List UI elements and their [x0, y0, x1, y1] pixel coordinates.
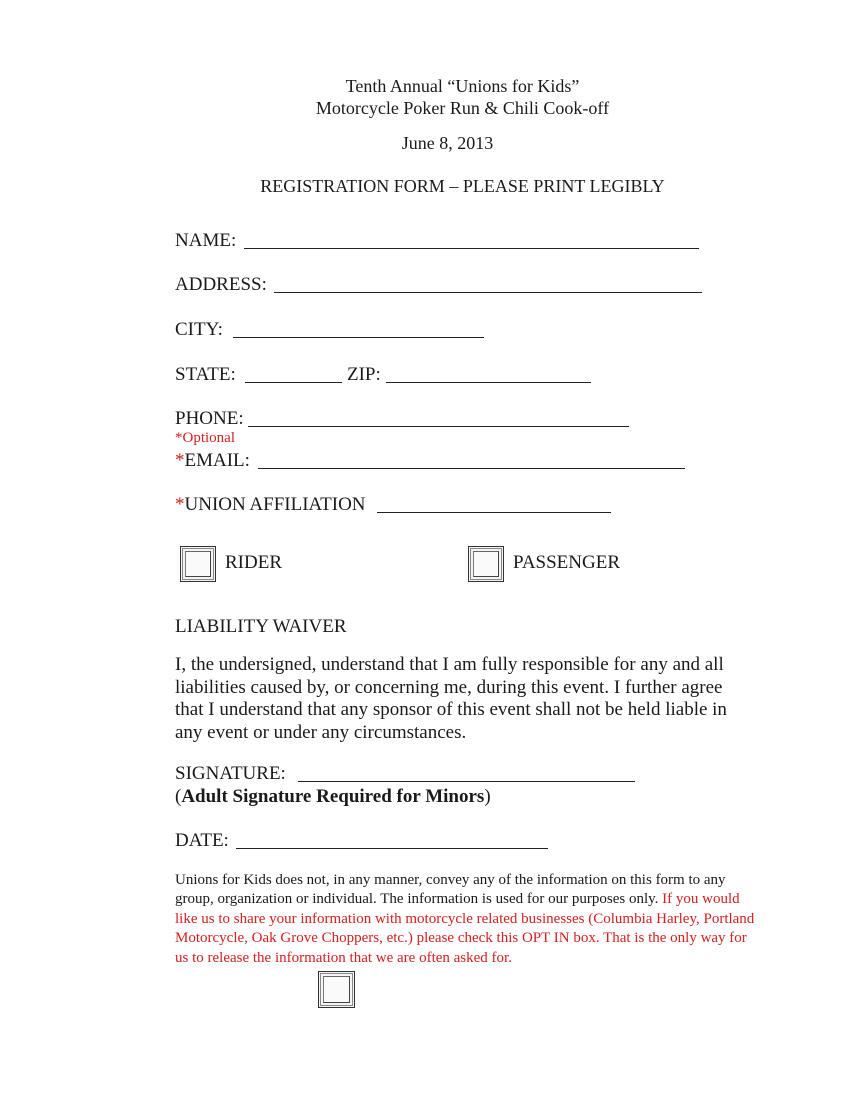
city-label: CITY: [175, 319, 223, 340]
optional-note: *Optional [175, 430, 235, 446]
passenger-checkbox[interactable] [468, 546, 504, 582]
address-label: ADDRESS: [175, 274, 267, 295]
phone-label: PHONE: [175, 408, 244, 429]
required-asterisk: * [175, 494, 185, 515]
waiver-heading: LIABILITY WAIVER [175, 616, 347, 637]
union-label-row [175, 494, 366, 516]
paren-open: ( [175, 786, 182, 807]
phone-field[interactable] [248, 426, 629, 427]
opt-in-checkbox[interactable] [318, 971, 355, 1008]
zip-field[interactable] [386, 382, 591, 383]
city-field[interactable] [233, 337, 484, 338]
signature-note-bold: Adult Signature Required for Minors [181, 786, 485, 807]
event-title-line1: Tenth Annual “Unions for Kids” [345, 76, 580, 96]
waiver-text: I, the undersigned, understand that I am fully responsible for any and all liabilities caused by, or concerning me, during this event. I further agree that I understand that any sponsor of this event shall not be held liable in any event or under any circumstances. [175, 654, 727, 743]
name-field[interactable] [244, 248, 699, 249]
date-label: DATE: [175, 830, 229, 851]
state-label: STATE: [175, 364, 236, 385]
signature-note [175, 786, 491, 808]
paren-close: ) [484, 786, 491, 807]
union-field[interactable] [377, 512, 611, 513]
address-field[interactable] [274, 292, 702, 293]
email-field[interactable] [258, 468, 685, 469]
email-label: EMAIL: [184, 450, 250, 471]
state-field[interactable] [245, 382, 342, 383]
opt-in-text: If you would like us to share your information with motorcycle related businesses (Columbia Harley, Portland Motorcycle, Oak Grove Choppers, etc.) please check this OPT IN box. That is the only way for us to release the information that we are often asked for. [175, 891, 755, 966]
signature-label: SIGNATURE: [175, 763, 286, 784]
form-title: REGISTRATION FORM – PLEASE PRINT LEGIBLY [260, 176, 665, 196]
zip-label: ZIP: [347, 364, 381, 385]
event-date: June 8, 2013 [401, 133, 494, 153]
rider-label: RIDER [225, 552, 282, 573]
date-field[interactable] [236, 848, 548, 849]
disclaimer [175, 871, 755, 968]
union-label: UNION AFFILIATION [184, 494, 366, 515]
rider-checkbox[interactable] [180, 546, 216, 582]
event-title-line2: Motorcycle Poker Run & Chili Cook-off [315, 98, 610, 118]
signature-field[interactable] [298, 781, 635, 782]
email-label-row [175, 450, 250, 472]
disclaimer-text: Unions for Kids does not, in any manner, convey any of the information on this form to any group, organization or individual. The information is used for our purposes only. [175, 872, 726, 908]
name-label: NAME: [175, 230, 237, 251]
passenger-label: PASSENGER [513, 552, 621, 573]
required-asterisk: * [175, 450, 185, 471]
